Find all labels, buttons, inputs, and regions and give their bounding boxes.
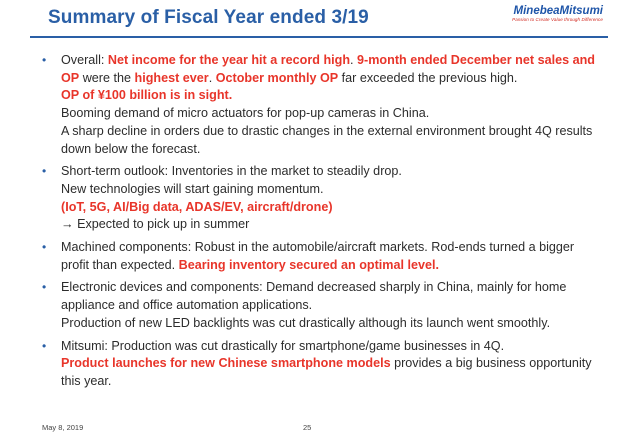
bullet-line (61, 338, 602, 356)
body-text: provides a big business opportunity this year. (61, 356, 592, 388)
bullet-dot-icon: • (42, 338, 47, 353)
bullet-line (61, 216, 602, 234)
emphasis-text: OP of ¥100 billion is in sight. (61, 88, 233, 103)
emphasis-text: October monthly OP (215, 70, 339, 85)
page-number: 25 (303, 423, 312, 432)
bullet-list (42, 52, 602, 396)
logo-tagline: Passion to Create Value through Difference (512, 17, 603, 22)
bullet-item (42, 338, 602, 391)
bullet-line (61, 163, 602, 181)
logo-wordmark: MinebeaMitsumi (513, 5, 603, 17)
bullet-line (61, 355, 602, 390)
bullet-line (61, 279, 602, 314)
footer-date: May 8, 2019 (42, 423, 84, 432)
body-text: were the (79, 70, 135, 85)
body-text: . (208, 70, 216, 85)
emphasis-text: 9-month ended December net sales and OP (61, 53, 595, 85)
emphasis-text: (IoT, 5G, AI/Big data, ADAS/EV, aircraft/drone) (61, 199, 333, 214)
emphasis-text: Net income for the year hit a record high (107, 53, 351, 67)
body-text: Mitsumi: Production was cut drastically for smartphone/game businesses in 4Q. (61, 338, 505, 353)
body-text: New technologies will start gaining momentum. (61, 181, 324, 196)
body-text: A sharp decline in orders due to drastic changes in the external environment brought 4Q results down below the forecast. (61, 123, 593, 156)
bullet-dot-icon: • (42, 53, 47, 67)
bullet-item (42, 279, 602, 332)
body-text: Machined components: Robust in the automobile/aircraft markets. Rod-ends turned a bigger profit than expected. (61, 240, 575, 272)
bullet-line (61, 199, 602, 217)
title-divider (30, 36, 608, 38)
body-text: . (350, 53, 358, 67)
bullet-item (42, 239, 602, 274)
bullet-dot-icon: • (42, 164, 47, 179)
body-text: → Expected to pick up in summer (61, 217, 250, 232)
bullet-dot-icon: • (42, 280, 47, 295)
body-text: Overall: (61, 53, 108, 67)
body-text: Booming demand of micro actuators for pop-up cameras in China. (61, 106, 430, 121)
bullet-line (61, 105, 602, 123)
emphasis-text: Bearing inventory secured an optimal level. (178, 257, 439, 272)
emphasis-text: Product launches for new Chinese smartphone models (61, 356, 391, 371)
bullet-line (61, 181, 602, 199)
bullet-item (42, 52, 602, 158)
body-text: far exceeded the previous high. (338, 70, 518, 85)
body-text: Production of new LED backlights was cut drastically although its launch went smoothly. (61, 315, 551, 330)
bullet-line (61, 315, 602, 333)
bullet-line (61, 52, 602, 87)
company-logo (512, 5, 603, 22)
bullet-line (61, 239, 602, 274)
bullet-line (61, 87, 602, 105)
body-text: Short-term outlook: Inventories in the market to steadily drop. (61, 164, 402, 179)
bullet-dot-icon: • (42, 240, 47, 255)
page-title: Summary of Fiscal Year ended 3/19 (48, 7, 369, 28)
body-text: Electronic devices and components: Demand decreased sharply in China, mainly for home appliance and office automation applications. (61, 280, 567, 313)
bullet-item (42, 163, 602, 234)
emphasis-text: highest ever (134, 70, 209, 85)
bullet-line (61, 123, 602, 158)
